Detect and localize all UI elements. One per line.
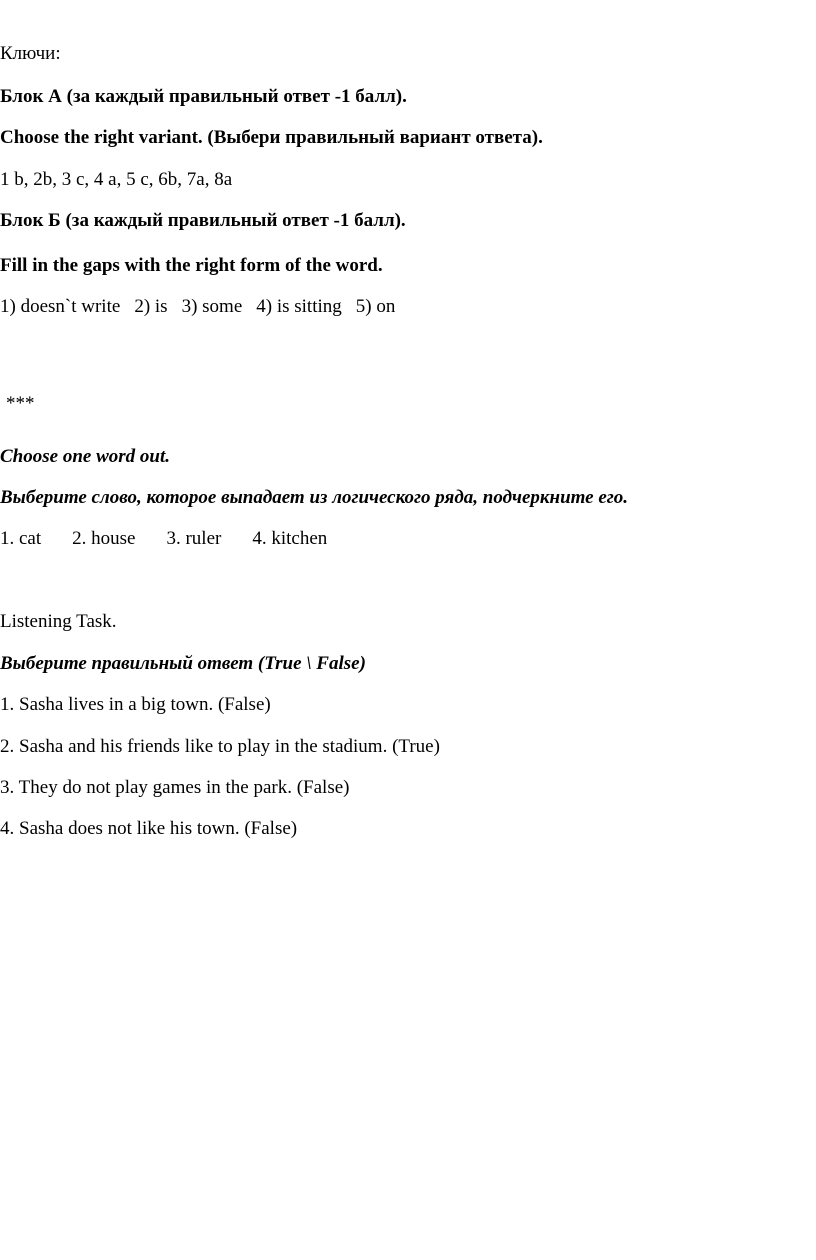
block-b-answer: 2) is <box>134 296 168 317</box>
block-b-instruction: Fill in the gaps with the right form of the word. <box>0 255 383 276</box>
list-item: 4. Sasha does not like his town. (False) <box>0 818 298 839</box>
list-item: 3. They do not play games in the park. (False) <box>0 777 350 798</box>
odd-word-instruction-en: Choose one word out. <box>0 446 170 467</box>
block-a-answers: 1 b, 2b, 3 c, 4 a, 5 c, 6b, 7a, 8a <box>0 169 233 190</box>
list-item: 2. house <box>72 528 136 549</box>
list-item: 4. kitchen <box>252 528 328 549</box>
list-item: 2. Sasha and his friends like to play in the stadium. (True) <box>0 736 440 757</box>
keys-title: Ключи: <box>0 43 61 64</box>
separator: *** <box>6 393 35 414</box>
odd-word-instruction-ru: Выберите слово, которое выпадает из логического ряда, подчеркните его. <box>0 487 629 508</box>
listening-instruction: Выберите правильный ответ (True \ False) <box>0 653 366 674</box>
list-item: 1. Sasha lives in a big town. (False) <box>0 694 271 715</box>
block-b-answer: 4) is sitting <box>256 296 342 317</box>
block-b-answers <box>0 295 395 319</box>
list-item: 1. cat <box>0 528 42 549</box>
block-b-answer: 1) doesn`t write <box>0 296 121 317</box>
block-a-heading: Блок А (за каждый правильный ответ -1 балл). <box>0 86 407 107</box>
block-b-heading: Блок Б (за каждый правильный ответ -1 балл). <box>0 210 406 231</box>
listening-title: Listening Task. <box>0 611 117 632</box>
block-a-instruction: Choose the right variant. (Выбери правильный вариант ответа). <box>0 127 543 148</box>
odd-word-list <box>0 527 327 551</box>
block-b-answer: 5) on <box>355 296 396 317</box>
list-item: 3. ruler <box>166 528 222 549</box>
block-b-answer: 3) some <box>181 296 243 317</box>
